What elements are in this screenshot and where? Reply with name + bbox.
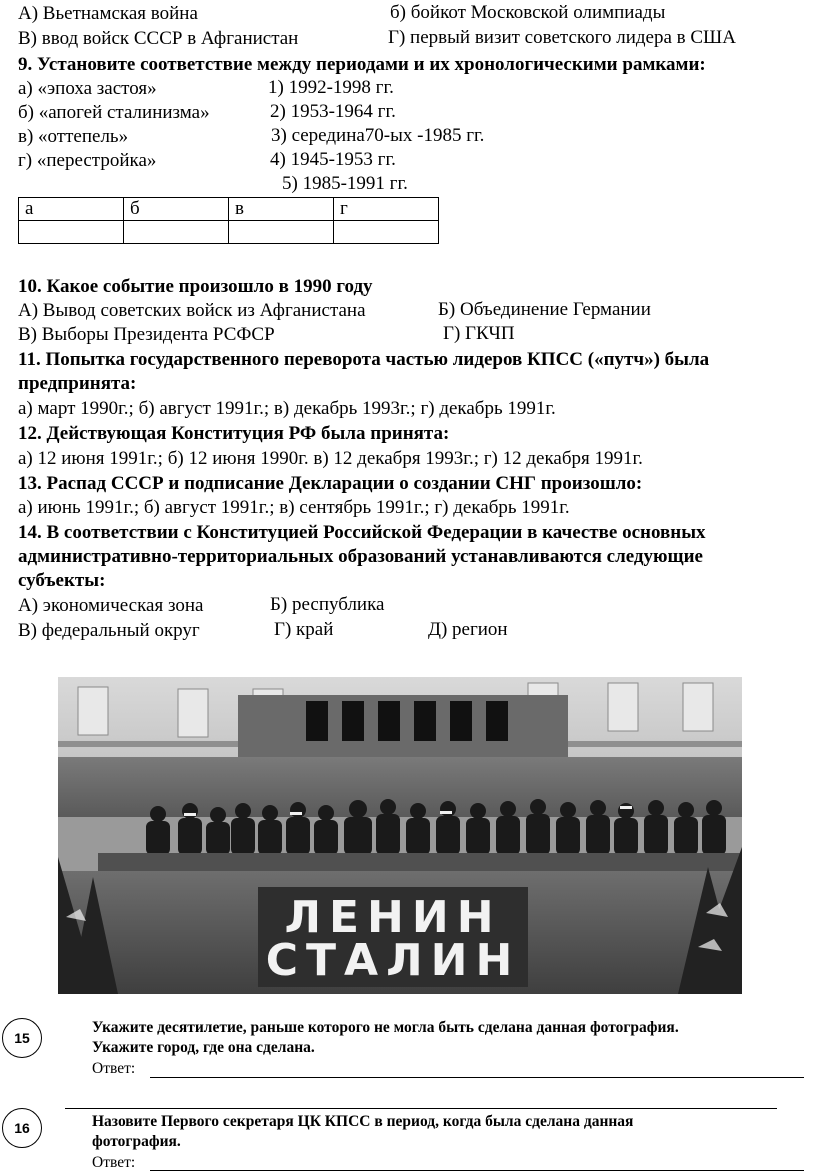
question-10-title: 10. Какое событие произошло в 1990 году (18, 276, 373, 297)
q15-text-line1: Укажите десятилетие, раньше которого не могла быть сделана данная фотография. (92, 1019, 679, 1036)
inscription-line-1: ЛЕНИН (284, 892, 502, 943)
q15-answer-line[interactable] (150, 1077, 804, 1078)
question-16-text (92, 1112, 633, 1152)
table-header-v: в (229, 198, 334, 221)
q9-left-c: в) «оттепель» (18, 126, 129, 147)
option-vietnam-war: А) Вьетнамская война (18, 3, 198, 24)
question-14-title: 14. В соответствии с Конституцией Российской Федерации в качестве основных (18, 522, 706, 543)
q10-option-a: А) Вывод советских войск из Афганистана (18, 300, 366, 321)
table-header-a: а (19, 198, 124, 221)
q10-option-d: Г) ГКЧП (443, 323, 515, 344)
mausoleum-photo (58, 677, 742, 994)
table-answer-cell-v[interactable] (229, 221, 334, 244)
q10-option-c: В) Выборы Президента РСФСР (18, 324, 275, 345)
table-answer-cell-g[interactable] (334, 221, 439, 244)
q16-answer-line[interactable] (150, 1170, 804, 1171)
q16-text-line2: фотография. (92, 1133, 181, 1150)
q9-right-1: 1) 1992-1998 гг. (268, 77, 394, 98)
q14-option-e: Д) регион (428, 619, 508, 640)
q9-left-b: б) «апогей сталинизма» (18, 102, 210, 123)
question-13-title: 13. Распад СССР и подписание Декларации о создании СНГ произошло: (18, 473, 643, 494)
q13-options: а) июнь 1991г.; б) август 1991г.; в) сентябрь 1991г.; г) декабрь 1991г. (18, 497, 570, 518)
option-olympics-boycott: б) бойкот Московской олимпиады (390, 2, 666, 23)
question-15-text (92, 1018, 679, 1058)
q9-right-5: 5) 1985-1991 гг. (282, 173, 408, 194)
q14-option-c: В) федеральный округ (18, 620, 200, 641)
table-answer-cell-b[interactable] (124, 221, 229, 244)
q16-text-line1: Назовите Первого секретаря ЦК КПСС в период, когда была сделана данная (92, 1113, 634, 1130)
question-16-number: 16 (2, 1108, 42, 1148)
q9-right-2: 2) 1953-1964 гг. (270, 101, 396, 122)
table-header-g: г (334, 198, 439, 221)
q15-answer-label: Ответ: (92, 1060, 136, 1077)
q12-options: а) 12 июня 1991г.; б) 12 июня 1990г. в) 12 декабря 1993г.; г) 12 декабря 1991г. (18, 448, 643, 469)
question-11-title: 11. Попытка государственного переворота частью лидеров КПСС («путч») была (18, 349, 710, 370)
q9-left-a: а) «эпоха застоя» (18, 78, 157, 99)
question-11-title-cont: предпринята: (18, 373, 137, 394)
question-15-number: 15 (2, 1018, 42, 1058)
q14-option-b: Б) республика (270, 594, 385, 615)
q9-right-4: 4) 1945-1953 гг. (270, 149, 396, 170)
q14-option-d: Г) край (274, 619, 334, 640)
table-answer-cell-a[interactable] (19, 221, 124, 244)
q15-text-line2: Укажите город, где она сделана. (92, 1039, 315, 1056)
section-divider-line (65, 1108, 777, 1109)
question-14-title-cont2: субъекты: (18, 570, 106, 591)
table-header-b: б (124, 198, 229, 221)
inscription-line-2: СТАЛИН (265, 935, 521, 986)
q16-answer-label: Ответ: (92, 1154, 136, 1171)
option-afghanistan: В) ввод войск СССР в Афганистан (18, 28, 299, 49)
answer-table (18, 197, 439, 244)
q14-option-a: А) экономическая зона (18, 595, 204, 616)
q11-options: а) март 1990г.; б) август 1991г.; в) декабрь 1993г.; г) декабрь 1991г. (18, 398, 556, 419)
question-12-title: 12. Действующая Конституция РФ была принята: (18, 423, 450, 444)
question-14-title-cont1: административно-территориальных образований устанавливаются следующие (18, 546, 703, 567)
option-usa-visit: Г) первый визит советского лидера в США (388, 27, 736, 48)
q10-option-b: Б) Объединение Германии (438, 299, 651, 320)
q9-left-d: г) «перестройка» (18, 150, 157, 171)
question-9-title: 9. Установите соответствие между периодами и их хронологическими рамками: (18, 54, 706, 75)
q9-right-3: 3) середина70-ых -1985 гг. (271, 125, 485, 146)
